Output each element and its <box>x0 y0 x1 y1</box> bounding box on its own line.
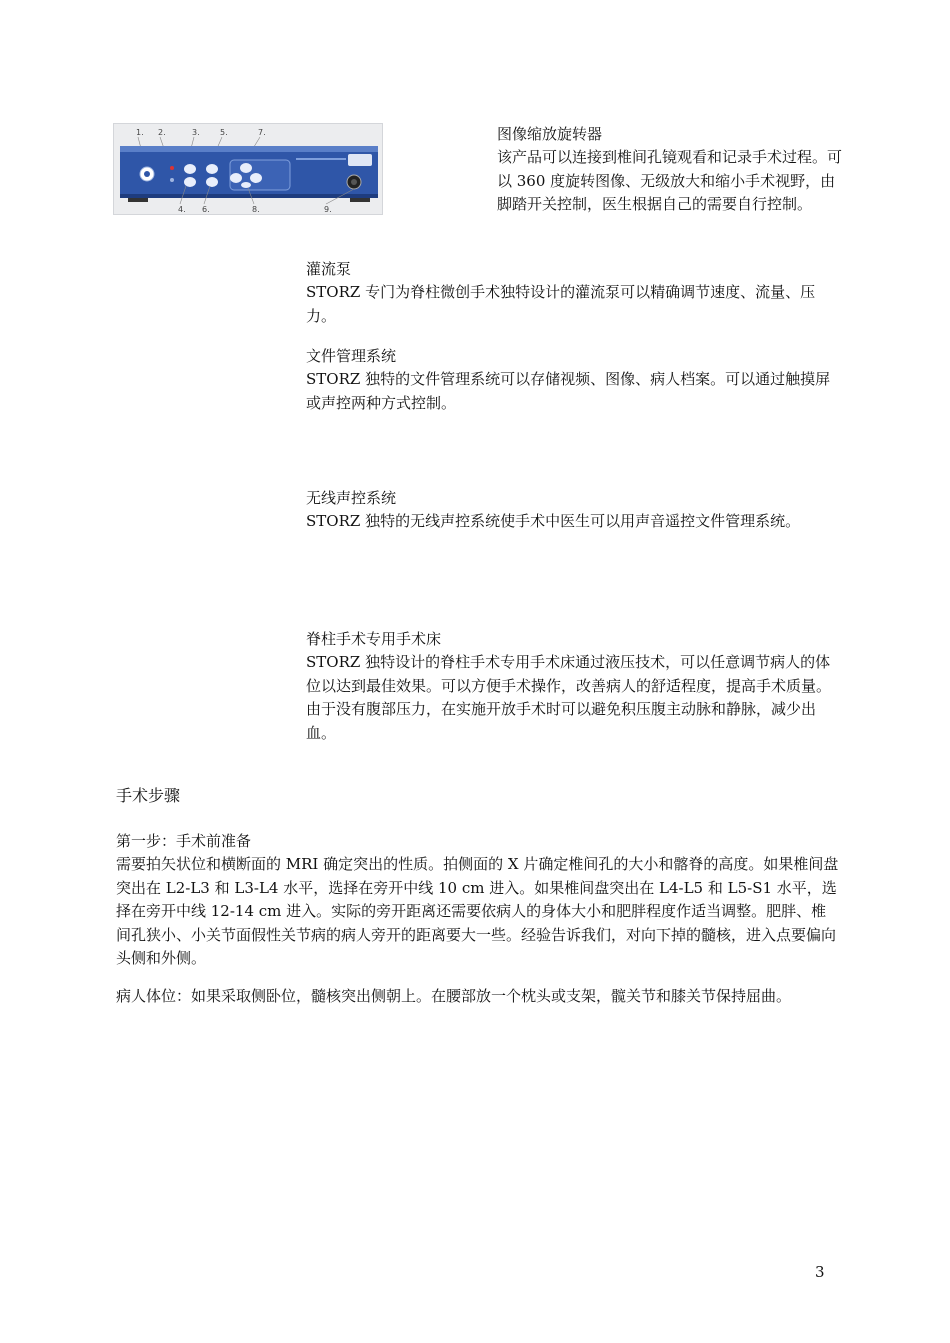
section-title: 无线声控系统 <box>306 489 397 507</box>
section-pump <box>306 258 841 328</box>
callout-9: 9. <box>324 205 332 214</box>
step1-title: 第一步：手术前准备 <box>116 832 252 850</box>
section-body: 该产品可以连接到椎间孔镜观看和记录手术过程。可以 360 度旋转图像、无级放大和缩小手术视野，由脚踏开关控制，医生根据自己的需要自行控制。 <box>497 148 843 214</box>
callout-5: 5. <box>220 128 228 137</box>
callout-4: 4. <box>178 205 186 214</box>
section-title: 灌流泵 <box>306 260 352 278</box>
callout-2: 2. <box>158 128 166 137</box>
step1-body: 需要拍矢状位和横断面的 MRI 确定突出的性质。拍侧面的 X 片确定椎间孔的大小和髂脊的高度。如果椎间盘突出在 L2-L3 和 L3-L4 水平，选择在旁开中线 10 cm 进入。如果椎间盘突出在 L4-L5 和 L5-S1 水平，选择在旁开中线 12-14 cm 进入。实际的旁开距离还需要依病人的身体大小和肥胖程度作适当调整。肥胖、椎间孔狭小、小关节面假性关节病的病人旁开的距离要大一些。经验告诉我们，对向下掉的髓核，进入点要偏向头侧和外侧。 <box>116 855 839 968</box>
steps-heading: 手术步骤 <box>116 786 181 805</box>
section-bed <box>306 628 841 745</box>
callout-6: 6. <box>202 205 210 214</box>
section-filesystem <box>306 345 841 415</box>
section-voice <box>306 487 841 534</box>
position-body: 病人体位：如果采取侧卧位，髓核突出侧朝上。在腰部放一个枕头或支架，髋关节和膝关节保持屈曲。 <box>116 987 792 1005</box>
step1-block <box>116 830 841 970</box>
page-number: 3 <box>815 1263 825 1281</box>
callout-7: 7. <box>258 128 266 137</box>
device-image <box>113 123 383 215</box>
position-block <box>116 985 841 1008</box>
section-body: STORZ 专门为脊柱微创手术独特设计的灌流泵可以精确调节速度、流量、压力。 <box>306 283 816 325</box>
callout-1: 1. <box>136 128 144 137</box>
section-title: 脊柱手术专用手术床 <box>306 630 442 648</box>
callout-8: 8. <box>252 205 260 214</box>
callout-3: 3. <box>192 128 200 137</box>
section-rotator <box>497 123 842 217</box>
section-title: 图像缩放旋转器 <box>497 125 603 143</box>
section-body: STORZ 独特设计的脊柱手术专用手术床通过液压技术，可以任意调节病人的体位以达到最佳效果。可以方便手术操作，改善病人的舒适程度，提高手术质量。由于没有腹部压力，在实施开放手术时可以避免积压腹主动脉和静脉，减少出血。 <box>306 653 832 742</box>
section-title: 文件管理系统 <box>306 347 397 365</box>
video-processor-device-icon <box>114 124 383 215</box>
section-body: STORZ 独特的无线声控系统使手术中医生可以用声音遥控文件管理系统。 <box>306 512 801 531</box>
section-body: STORZ 独特的文件管理系统可以存储视频、图像、病人档案。可以通过触摸屏或声控两种方式控制。 <box>306 370 831 412</box>
